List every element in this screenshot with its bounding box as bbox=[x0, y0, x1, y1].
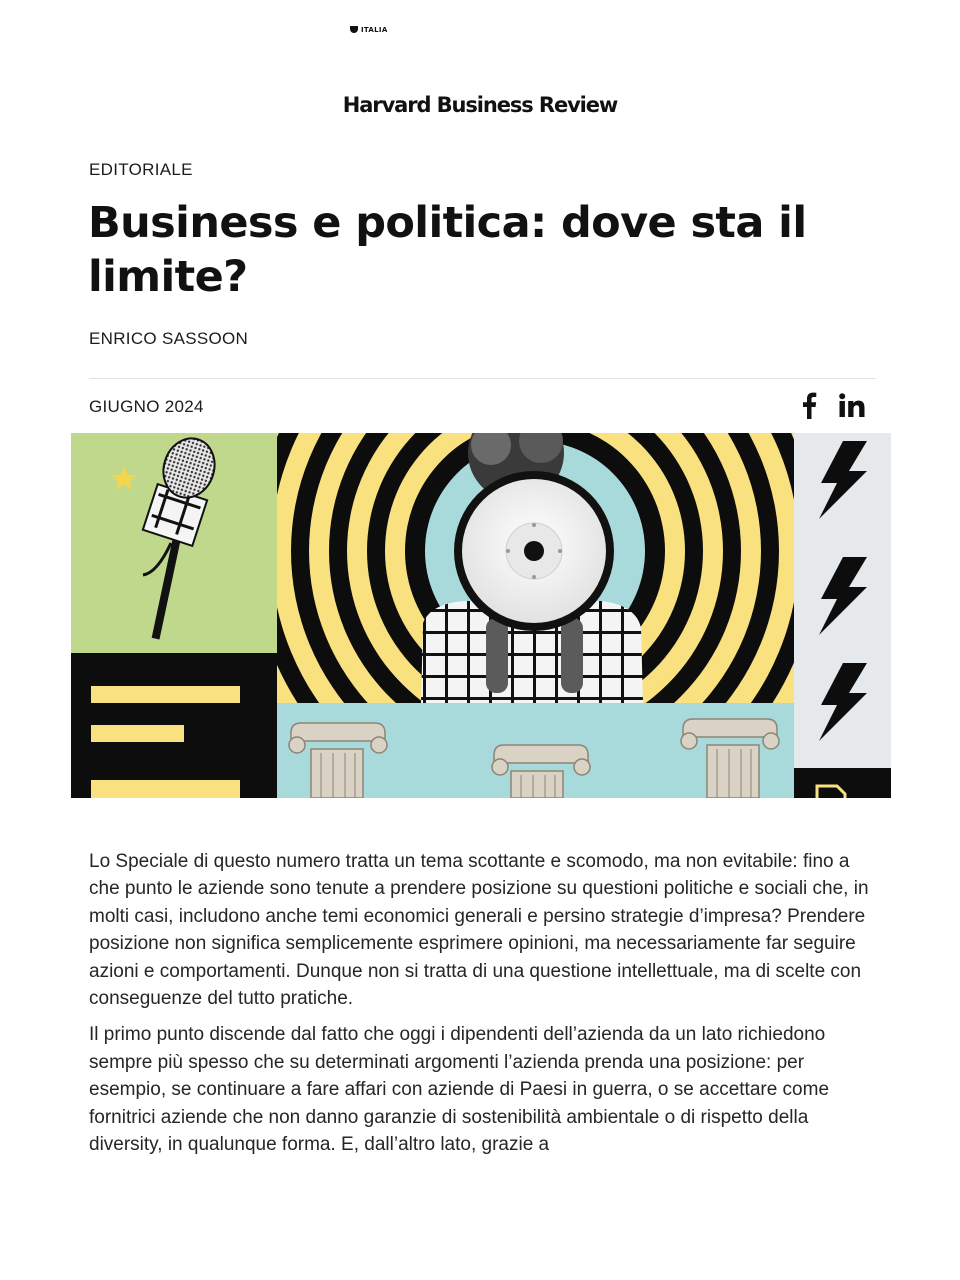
facebook-icon bbox=[801, 392, 817, 419]
paragraph: Il primo punto discende dal fatto che oggi i dipendenti dell’azienda da un lato richiedono sempre più spesso che su determinati argomenti l’azienda prenda una posizione: per esempio, se continuare a fare affari con aziende di Paesi in guerra, o se accettare come fornitrici aziende che non danno garanzie di sostenibilità ambientale o di rispetto della diversity, in qualunque forma. E, dall’altro lato, grazie a bbox=[89, 1024, 830, 1156]
megaphone-icon bbox=[454, 471, 614, 631]
article-author[interactable]: ENRICO SASSOON bbox=[89, 329, 249, 348]
article-date: GIUGNO 2024 bbox=[89, 397, 204, 416]
logo-subtitle-text: ITALIA bbox=[361, 26, 388, 34]
hero-illustration bbox=[71, 433, 891, 798]
article-category[interactable]: EDITORIALE bbox=[89, 160, 193, 179]
logo-title: Harvard Business Review bbox=[342, 93, 618, 117]
masthead-logo[interactable] bbox=[0, 92, 960, 118]
linkedin-share-button[interactable] bbox=[836, 389, 868, 421]
crest-icon bbox=[350, 26, 358, 33]
header-divider bbox=[89, 378, 876, 379]
logo-subtitle bbox=[350, 26, 388, 34]
linkedin-icon bbox=[839, 393, 865, 417]
article-body bbox=[89, 848, 879, 1167]
article-title: Business e politica: dove sta il limite? bbox=[88, 198, 807, 302]
facebook-share-button[interactable] bbox=[796, 389, 822, 421]
paragraph: Lo Speciale di questo numero tratta un tema scottante e scomodo, ma non evitabile: fino a che punto le aziende sono tenute a prendere posizione su questioni politiche e sociali che, in molti casi, includono anche temi economici generali e persino strategie d’impresa? Prendere posizione non significa semplicemente esprimere opinioni, ma necessariamente far seguire azioni e comportamenti. Dunque non si tratta di una questione intellettuale, ma di scelte con conseguenze del tutto pratiche. bbox=[89, 851, 869, 1010]
